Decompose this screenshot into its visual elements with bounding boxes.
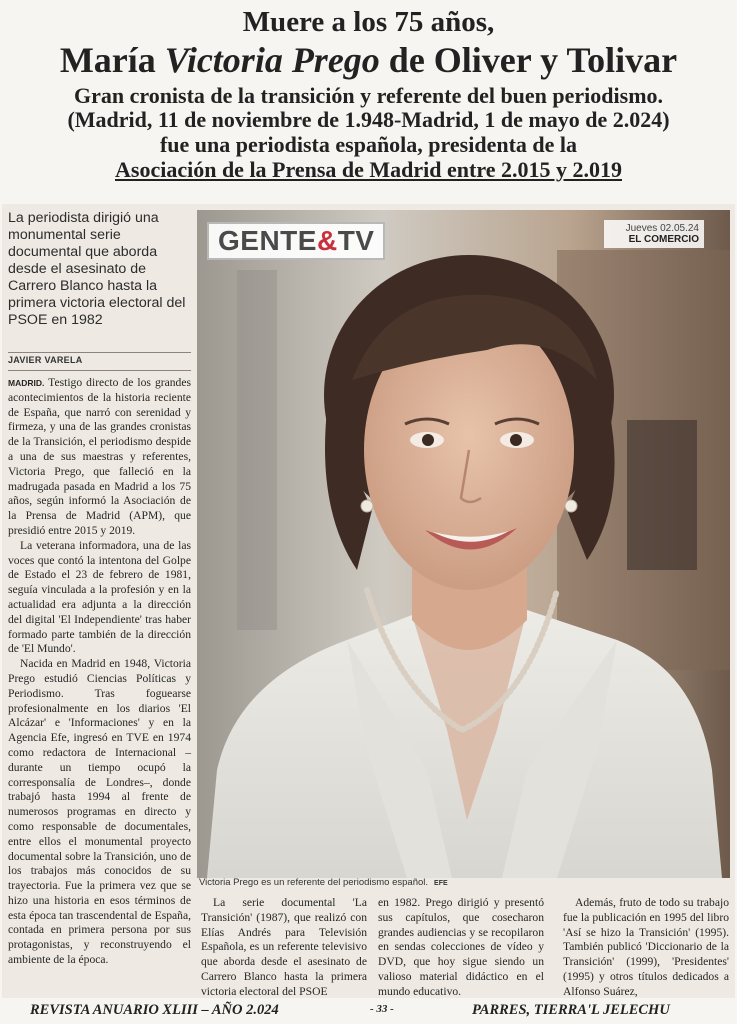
newspaper-name: EL COMERCIO [628,234,699,245]
article-column-2 [201,896,367,1000]
article-column-4 [563,896,729,1000]
headline-association: Asociación de la Prensa de Madrid entre 2.015 y 2.019 [115,156,622,182]
dateline-place: MADRID. [8,378,45,388]
article-lead: La periodista dirigió una monumental serie documental que aborda desde el asesinato de Carrero Blanco hasta la primera victoria electoral del PSOE en 1982 [8,210,186,328]
headline-role: fue una periodista española, presidenta de la [159,132,578,158]
paragraph-1-text: Testigo directo de los grandes acontecimientos de la historia reciente de España, que narró con serenidad y firmeza, y una de las grandes cronistas de la Transición, el periodismo despide a una de sus maestras y referentes, Victoria Prego, que falleció en la madrugada pasada en Madrid a los 75 años, según informó la Asociación de la Prensa de Madrid (APM), que presidió entre 2015 y 2019. [8,376,191,537]
headline-name-post: de Oliver y Tolivar [379,40,678,81]
article-column-3 [378,896,544,1000]
headline-name [0,40,737,80]
headline-name-pre: María [59,40,165,81]
newspaper-clipping [2,204,735,998]
article-paragraph-1 [8,376,191,539]
section-logo-amp: & [316,225,338,256]
section-logo [207,222,385,260]
headline-name-italic: Victoria Prego [164,40,380,81]
article-paragraph-5: en 1982. Prego dirigió y presentó sus capítulos, que cosecharon grandes audiencias y se recopilaron en sendas colecciones de vídeo y DVD, que hoy sigue siendo un valioso material didáctico en el mundo educativo. [378,896,544,998]
caption-text: Victoria Prego es un referente del periodismo español. [199,877,429,888]
headline-dates: (Madrid, 11 de noviembre de 1.948-Madrid, 1 de mayo de 2.024) [67,107,670,133]
photo-caption [199,877,730,888]
section-logo-text [218,227,374,255]
footer-place: PARRES, TIERRA'L JELECHU [472,1002,670,1018]
footer-page-number: - 33 - [370,1003,394,1015]
portrait-illustration [197,210,730,878]
section-logo-part2: TV [337,225,375,256]
caption-agency: EFE [434,880,448,887]
article-column-1 [8,376,191,968]
article-paragraph-6: Además, fruto de todo su trabajo fue la publicación en 1995 del libro 'Así se hizo la Transición' (1995). También publicó 'Diccionario de la Transición' (1999), 'Presidentes' (1995) y otros títulos dedicados a Alfonso Suárez, [563,896,729,998]
page-header [0,6,737,182]
newspaper-dateline [604,220,704,248]
article-paragraph-4: La serie documental 'La Transición' (1987), que realizó con Elías Andrés para Televisión Española, es un referente televisivo que aborda desde el asesinato de Carrero Blanco hasta la primera victoria electoral del PSOE [201,896,367,998]
article-paragraph-2: La veterana informadora, una de las voces que contó la intentona del Golpe de Estado el 23 de febrero de 1981, seguía vinculada a la profesión y en la actualidad era adjunta a la dirección del digital 'El Independiente' tras haber formado parte también de la dirección de 'El Mundo'. [8,538,191,656]
publication-date: Jueves 02.05.24 [625,223,699,234]
footer-publication: REVISTA ANUARIO XLIII – AÑO 2.024 [30,1002,279,1018]
article-paragraph-3: Nacida en Madrid en 1948, Victoria Prego estudió Ciencias Políticas y Periodismo. Tras foguearse profesionalmente en los diarios 'El Alcázar' e 'Informaciones' y en la Agencia Efe, ingresó en TVE en 1974 como redactora de Internacional –durante un tiempo ocupó la corresponsalía de Londres–, donde trabajó hasta 1994 al frente de numerosos programas en directo y como responsable de documentales, entre ellos el monumental proyecto documental sobre la Transición, uno de los trabajos más conocidos de su trayectoria. Fue la primera vez que se hizo una historia en esos términos de esta época tan trascendental de España, contada en primera persona por sus protagonistas, y reconstruyendo el ambiente de la época. [8,657,191,967]
section-logo-part1: GENTE [218,225,317,256]
article-byline: JAVIER VARELA [8,352,191,365]
byline-divider [8,370,191,371]
headline-line-1: Muere a los 75 años, [242,6,495,38]
headline-subtitle: Gran cronista de la transición y referente del buen periodismo. [73,82,664,108]
page-footer [0,1000,737,1022]
portrait-photo [197,210,730,878]
